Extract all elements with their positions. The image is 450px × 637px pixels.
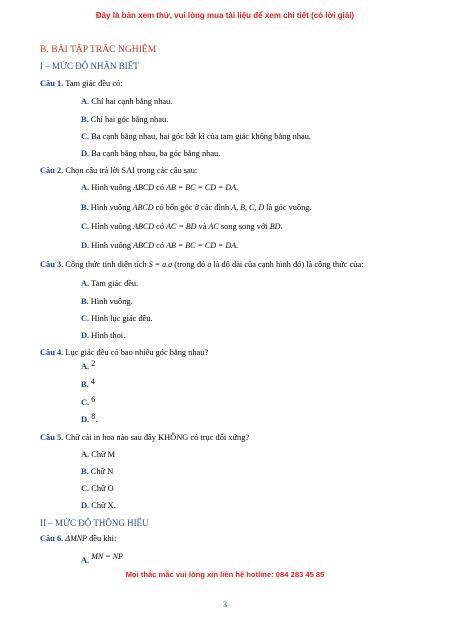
- q4-option-b[interactable]: [81, 377, 95, 389]
- level-title-comprehension: II – MỨC ĐỘ THÔNG HIỂU: [40, 518, 149, 528]
- option-text: Hình vuông: [91, 222, 132, 231]
- question-number: Câu 4.: [40, 348, 64, 357]
- question-5: [40, 433, 249, 442]
- math-expression: MN = NP: [91, 552, 123, 561]
- math-expression: AB = BC = CD = DA: [166, 183, 237, 192]
- option-label: D.: [81, 415, 90, 424]
- question-2: [40, 166, 197, 175]
- q3-option-b[interactable]: [81, 297, 133, 306]
- option-label: C.: [81, 314, 90, 323]
- option-text: Chữ O: [91, 484, 114, 493]
- section-title: B. BÀI TẬP TRẮC NGHIỆM: [40, 44, 157, 55]
- option-label: C.: [81, 398, 90, 407]
- q1-option-d[interactable]: [81, 149, 220, 158]
- q2-option-d[interactable]: [81, 241, 238, 250]
- question-3: [40, 260, 364, 269]
- option-label: B.: [81, 467, 89, 476]
- option-label: A.: [81, 450, 90, 459]
- option-text: song song với: [220, 222, 268, 231]
- option-label: A.: [81, 183, 90, 192]
- option-label: D.: [81, 241, 90, 250]
- option-text: Chữ M: [91, 450, 116, 459]
- math-expression: a: [207, 260, 212, 269]
- question-number: Câu 2.: [40, 166, 64, 175]
- option-label: B.: [81, 203, 89, 212]
- option-text: 6: [91, 395, 96, 404]
- q5-option-c[interactable]: [81, 484, 114, 493]
- q3-option-c[interactable]: [81, 314, 153, 323]
- option-text: .: [236, 241, 239, 250]
- question-text: là độ dài của cạnh hình đó) là công thức của:: [213, 260, 364, 269]
- option-label: D.: [81, 331, 90, 340]
- question-text: Tam giác đều có:: [65, 79, 123, 88]
- option-text: Chỉ hai góc bằng nhau.: [90, 115, 169, 124]
- question-number: Câu 6.: [40, 534, 64, 543]
- q5-option-b[interactable]: [81, 467, 113, 476]
- option-label: A.: [81, 362, 90, 371]
- question-number: Câu 1.: [40, 79, 64, 88]
- header-banner: Đây là bản xem thử, vui lòng mua tài liệu để xem chi tiết (có lời giải): [95, 11, 355, 20]
- question-text: Lục giác đều có bao nhiêu góc bằng nhau?: [65, 348, 209, 357]
- option-label: B.: [81, 380, 89, 389]
- option-text: Chữ X.: [91, 501, 116, 510]
- option-label: D.: [81, 149, 90, 158]
- math-expression: BD: [269, 222, 281, 231]
- q2-option-c[interactable]: [81, 222, 282, 231]
- option-text: Chữ N: [90, 467, 114, 476]
- option-suffix: .: [95, 415, 98, 424]
- footer-hotline: Mọi thắc mắc vui lòng xin liên hệ hotline: 084 283 45 85: [125, 570, 325, 579]
- option-text: Hình vuông: [91, 241, 132, 250]
- q1-option-b[interactable]: [81, 115, 168, 124]
- q1-option-c[interactable]: [81, 132, 311, 141]
- question-text: Công thức tính diện tích: [65, 260, 147, 269]
- q4-option-a[interactable]: [81, 359, 96, 371]
- option-text: Ba cạnh bằng nhau, ba góc bằng nhau.: [91, 149, 221, 158]
- q4-option-c[interactable]: [81, 395, 96, 407]
- q2-option-b[interactable]: [81, 203, 312, 212]
- level-title-recognition: I – MỨC ĐỘ NHẬN BIẾT: [40, 61, 139, 71]
- q3-option-a[interactable]: [81, 279, 138, 288]
- math-expression: AC = BD: [166, 222, 197, 231]
- question-4: [40, 348, 208, 357]
- option-text: có: [156, 183, 165, 192]
- option-text: có bốn góc ở các đỉnh: [155, 203, 230, 212]
- question-text: (trong đó: [174, 260, 206, 269]
- math-expression: AB = BC = CD = DA: [166, 241, 237, 250]
- question-number: Câu 3.: [40, 260, 64, 269]
- option-text: Tam giác đều.: [91, 279, 139, 288]
- question-text: Chữ cái in hoa nào sau đây KHÔNG có trục đối xứng?: [65, 433, 250, 442]
- option-label: A.: [81, 97, 90, 106]
- option-label: C.: [81, 484, 90, 493]
- option-label: D.: [81, 501, 90, 510]
- option-label: A.: [81, 279, 90, 288]
- q6-option-a[interactable]: [81, 552, 123, 565]
- option-label: C.: [81, 222, 90, 231]
- math-expression: AC: [208, 222, 219, 231]
- option-text: Hình lục giác đều.: [91, 314, 153, 323]
- math-expression: ABCD: [133, 183, 155, 192]
- q5-option-d[interactable]: [81, 501, 116, 510]
- option-text: .: [236, 183, 239, 192]
- option-text: 2: [91, 359, 96, 368]
- option-text: Hình vuông: [90, 203, 131, 212]
- option-text: 4: [90, 377, 95, 386]
- question-text: đều khi:: [89, 534, 117, 543]
- option-label: A.: [81, 556, 90, 565]
- q2-option-a[interactable]: [81, 183, 238, 192]
- question-text: Chọn câu trả lời SAI trong các câu sau:: [65, 166, 198, 175]
- question-6: [40, 534, 116, 543]
- option-text: có: [156, 222, 165, 231]
- option-label: B.: [81, 297, 89, 306]
- q3-option-d[interactable]: [81, 331, 125, 340]
- math-expression: S = a.a: [148, 260, 173, 269]
- q4-option-d[interactable]: [81, 412, 98, 424]
- math-expression: ABCD: [133, 241, 155, 250]
- q1-option-a[interactable]: [81, 97, 172, 106]
- page-number: 3: [222, 600, 228, 609]
- math-expression: ABCD: [132, 203, 154, 212]
- option-label: C.: [81, 132, 90, 141]
- math-expression: A, B, C, D: [231, 203, 265, 212]
- question-1: [40, 79, 123, 88]
- math-expression: ΔMNP: [65, 534, 87, 543]
- option-text: Hình vuông.: [90, 297, 133, 306]
- option-text: .: [280, 222, 283, 231]
- option-text: Ba cạnh bằng nhau, hai góc bất kì của tam giác không bằng nhau.: [91, 132, 312, 141]
- question-number: Câu 5.: [40, 433, 64, 442]
- option-label: B.: [81, 115, 89, 124]
- option-text: Hình vuông: [91, 183, 132, 192]
- option-text: 8: [91, 412, 96, 421]
- option-text: có: [156, 241, 165, 250]
- option-text: và: [198, 222, 207, 231]
- option-text: Chỉ hai cạnh bằng nhau.: [91, 97, 173, 106]
- q5-option-a[interactable]: [81, 450, 115, 459]
- math-expression: ABCD: [133, 222, 155, 231]
- option-text: Hình thoi.: [91, 331, 126, 340]
- option-text: là góc vuông.: [266, 203, 312, 212]
